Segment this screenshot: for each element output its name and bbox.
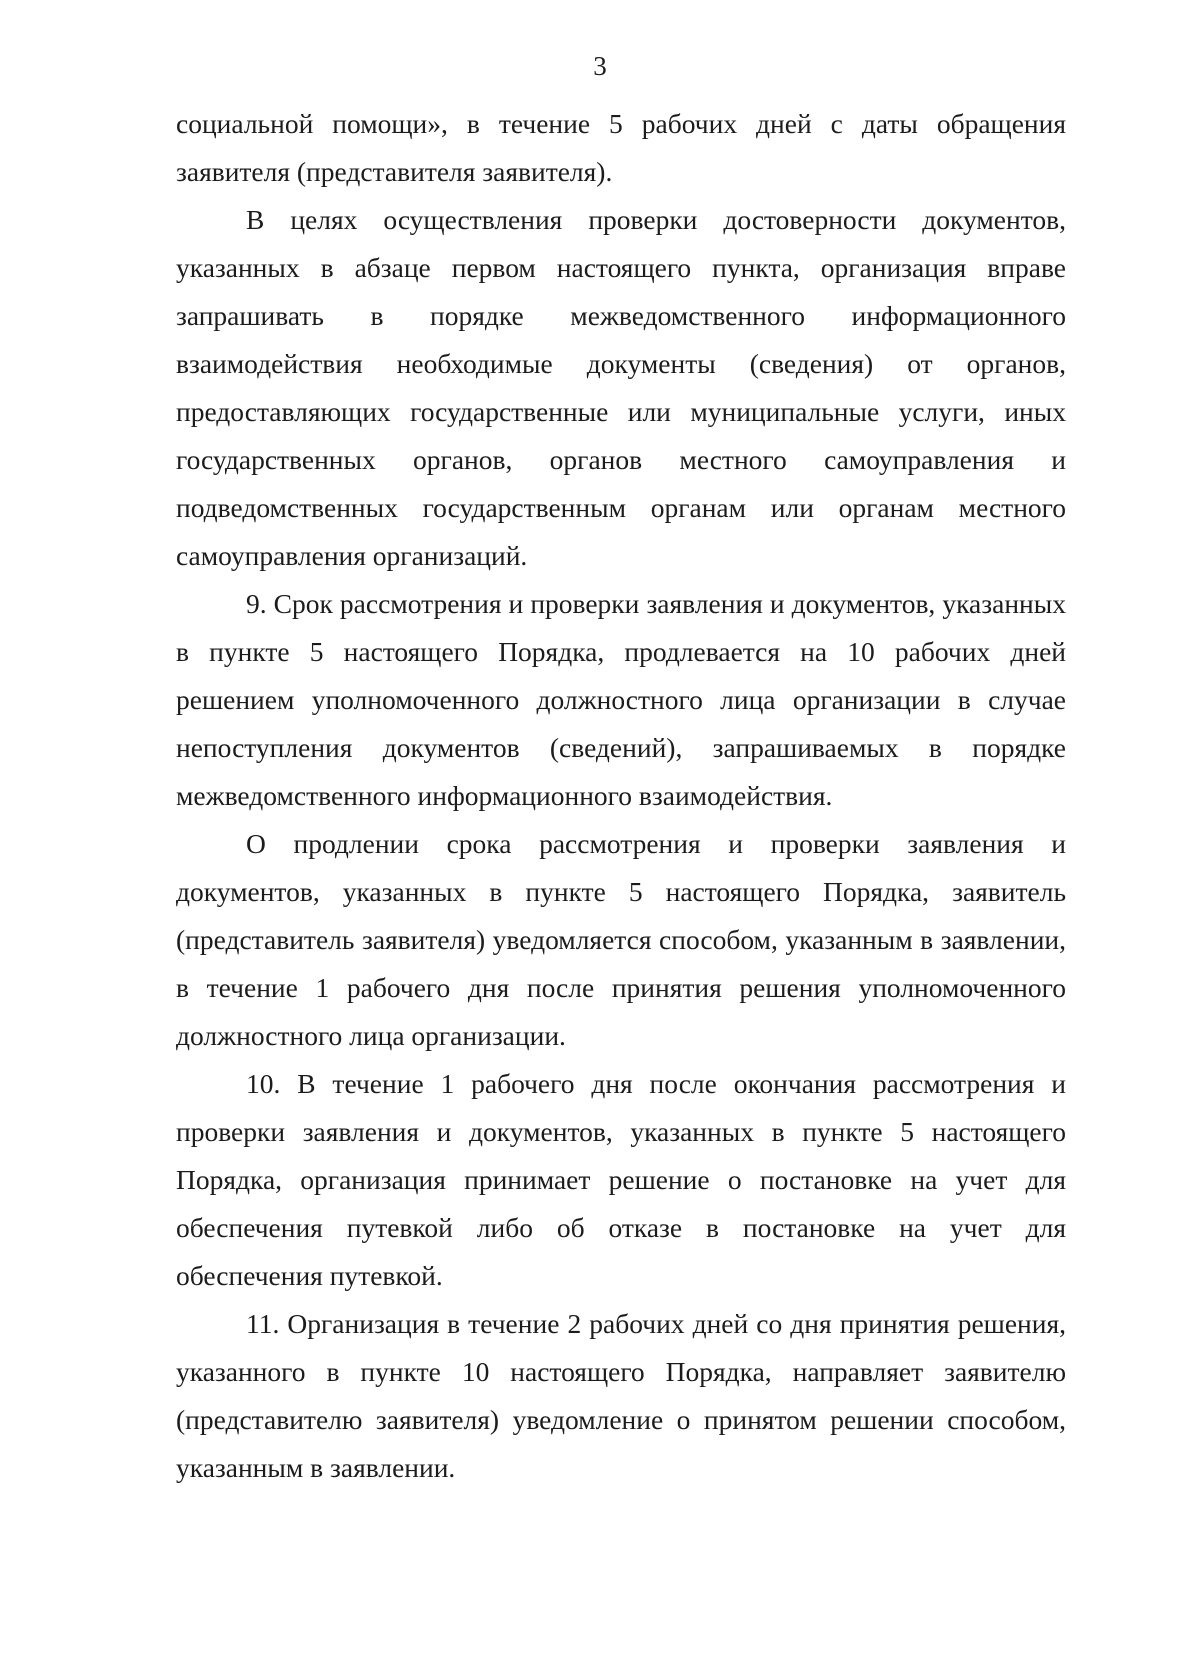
paragraph-extension-notice: О продлении срока рассмотрения и проверки заявления и документов, указанных в пункте 5 настоящего Порядка, заявитель (представитель заявителя) уведомляется способом, указанным в заявлении, в течение 1 рабочего дня после принятия решения уполномоченного должностного лица организации. <box>176 828 1066 1051</box>
paragraph-continuation: социальной помощи», в течение 5 рабочих дней с даты обращения заявителя (представителя заявителя). <box>176 108 1066 187</box>
paragraph-item-9: 9. Срок рассмотрения и проверки заявления и документов, указанных в пункте 5 настоящего Порядка, продлевается на 10 рабочих дней решением уполномоченного должностного лица организации в случае непоступления документов (сведений), запрашиваемых в порядке межведомственного информационного взаимодействия. <box>176 588 1066 811</box>
page-number: 3 <box>593 51 607 81</box>
paragraph-item-11: 11. Организация в течение 2 рабочих дней со дня принятия решения, указанного в пункте 10 настоящего Порядка, направляет заявителю (представителю заявителя) уведомление о принятом решении способом, указанным в заявлении. <box>176 1308 1066 1483</box>
document-body <box>176 100 1066 1492</box>
paragraph-item-10: 10. В течение 1 рабочего дня после окончания рассмотрения и проверки заявления и документов, указанных в пункте 5 настоящего Порядка, организация принимает решение о постановке на учет для обеспечения путевкой либо об отказе в постановке на учет для обеспечения путевкой. <box>176 1068 1066 1291</box>
paragraph-verification: В целях осуществления проверки достоверности документов, указанных в абзаце первом настоящего пункта, организация вправе запрашивать в порядке межведомственного информационного взаимодействия необходимые документы (сведения) от органов, предоставляющих государственные или муниципальные услуги, иных государственных органов, органов местного самоуправления и подведомственных государственным органам или органам местного самоуправления организаций. <box>176 204 1066 571</box>
